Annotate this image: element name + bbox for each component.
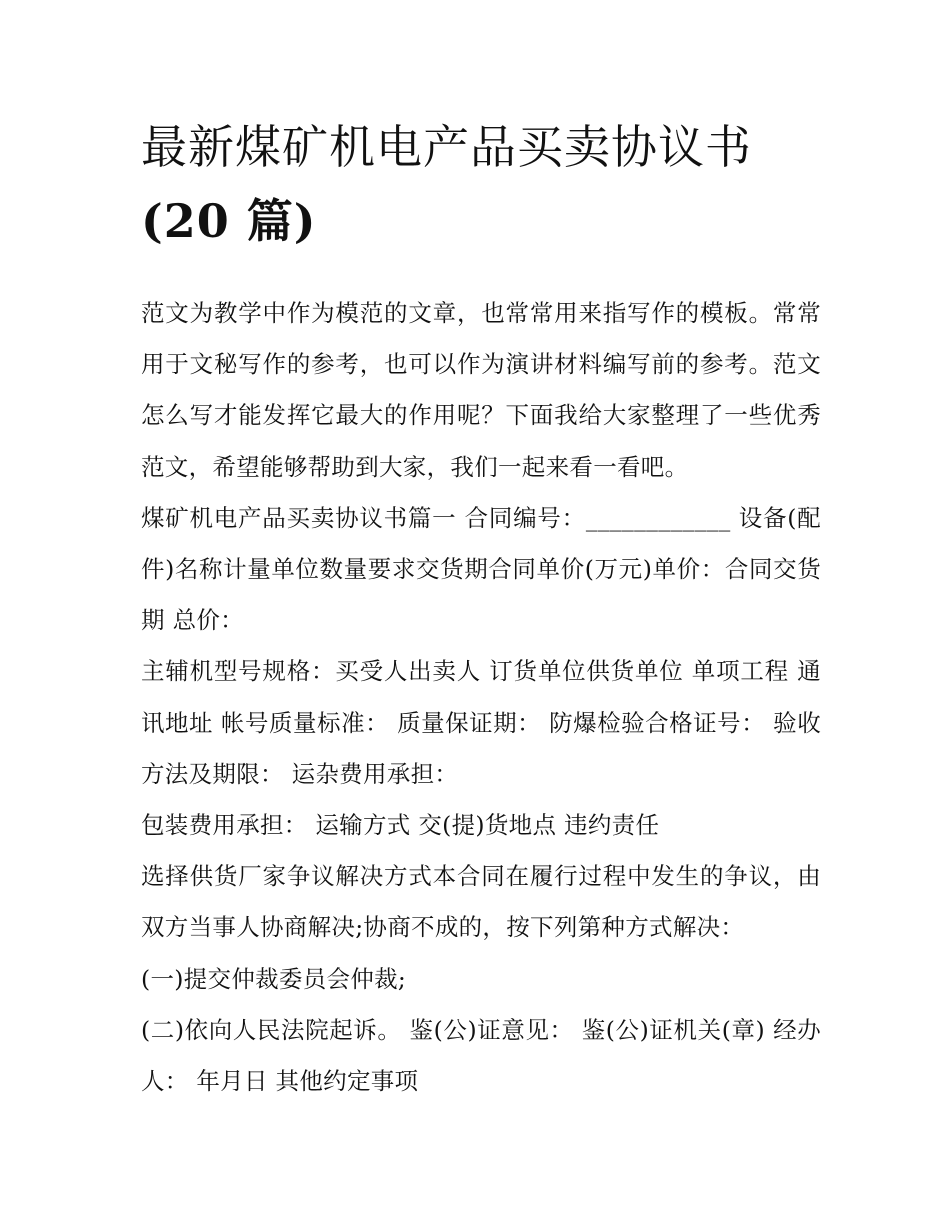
intro-paragraph: 范文为教学中作为模范的文章，也常常用来指写作的模板。常常用于文秘写作的参考，也可以作为演讲材料编写前的参考。范文怎么写才能发挥它最大的作用呢？下面我给大家整理了一些优秀范文，希望能够帮助到大家，我们一起来看一看吧。 (141, 299, 821, 481)
arbitration-item: (一)提交仲裁委员会仲裁; (141, 964, 407, 993)
dispute-paragraph: 选择供货厂家争议解决方式本合同在履行过程中发生的争议，由双方当事人协商解决;协商不成的，按下列第种方式解决： (141, 862, 821, 942)
document-body (141, 288, 821, 1107)
title-line-count: (20 篇) (141, 194, 317, 248)
document-title (141, 110, 821, 258)
title-line-main: 最新煤矿机电产品买卖协议书 (141, 120, 752, 174)
document-page (141, 110, 821, 1107)
contract-header-paragraph: 煤矿机电产品买卖协议书篇一 合同编号：____________ 设备(配件)名称计量单位数量要求交货期合同单价(万元)单价：合同交货期 总价： (141, 503, 821, 635)
litigation-item: (二)依向人民法院起诉。 鉴(公)证意见： 鉴(公)证机关(章) 经办人： 年月日 其他约定事项 (141, 1015, 821, 1096)
packaging-paragraph: 包装费用承担： 运输方式 交(提)货地点 违约责任 (141, 811, 660, 840)
specs-paragraph: 主辅机型号规格：买受人出卖人 订货单位供货单位 单项工程 通讯地址 帐号质量标准： 质量保证期： 防爆检验合格证号： 验收方法及期限： 运杂费用承担： (141, 657, 821, 788)
